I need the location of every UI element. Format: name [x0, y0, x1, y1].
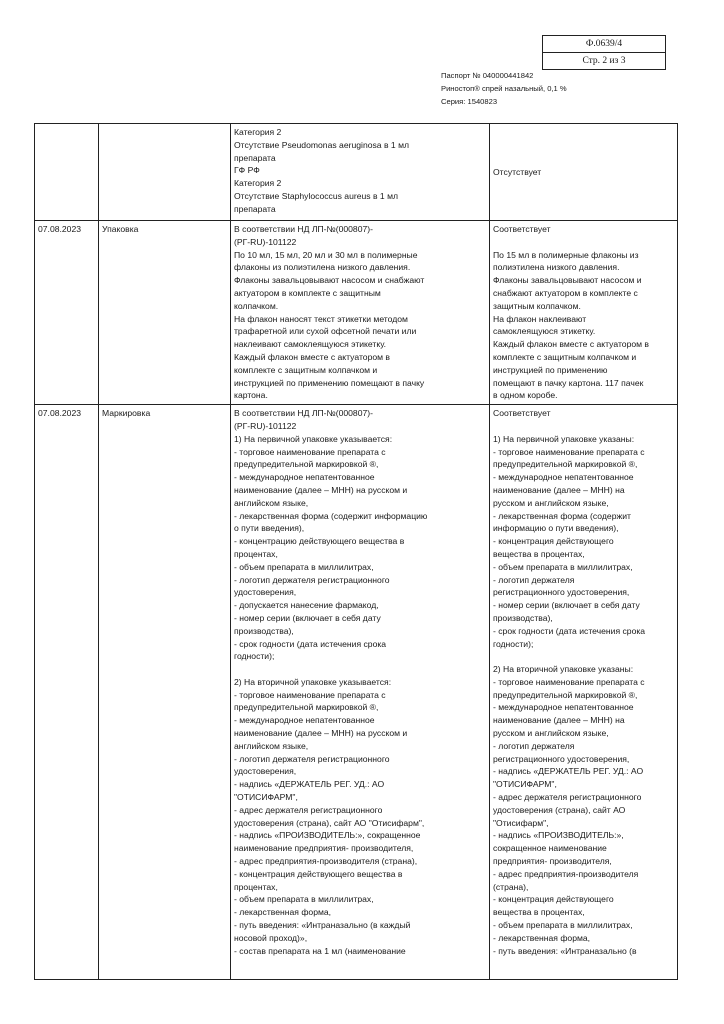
text-line: удостоверения,	[234, 766, 297, 777]
text-line: русском и английском языке,	[493, 728, 609, 739]
text-line: - лекарственная форма,	[234, 907, 332, 918]
text-line: - объем препарата в миллилитрах,	[234, 894, 374, 905]
form-number-box	[542, 35, 666, 70]
text-line: удостоверения (страна), сайт АО	[493, 804, 626, 815]
text-line: снабжают актуатором в комплекте с	[493, 287, 638, 298]
date-cell: 07.08.2023	[35, 221, 99, 405]
text-line: - логотип держателя регистрационного	[234, 574, 390, 585]
text-line: наименование (далее – МНН) на русском и	[234, 728, 408, 739]
text-line: - логотип держателя	[493, 740, 575, 751]
text-line: информацию о пути введения),	[493, 523, 619, 534]
text-line: трафаретной или сухой офсетной печати или	[234, 326, 417, 337]
text-line: Отсутствие Staphylococcus aureus в 1 мл	[234, 190, 399, 201]
text-line: предупредительной маркировкой ®,	[234, 702, 379, 713]
text-line: колпачком.	[234, 300, 279, 311]
text-line: полиэтилена низкого давления.	[493, 262, 620, 273]
requirement-cell	[231, 405, 490, 980]
blank-line	[493, 420, 674, 433]
text-line: - объем препарата в миллилитрах,	[234, 561, 374, 572]
text-line: - адрес держателя регистрационного	[493, 792, 642, 803]
text-line: Категория 2	[234, 127, 282, 137]
text-line: - торговое наименование препарата с	[234, 689, 386, 700]
text-line: По 15 мл в полимерные флаконы из	[493, 249, 639, 260]
requirement-cell	[231, 124, 490, 221]
text-line: предприятия- производителя,	[493, 856, 612, 867]
text-line: процентах,	[234, 548, 278, 559]
text-line: - адрес предприятия-производителя	[493, 868, 639, 879]
text-line: носовой проход)»,	[234, 932, 308, 943]
text-line: - международное непатентованное	[234, 715, 375, 726]
text-line: 1) На первичной упаковке указаны:	[493, 433, 635, 444]
text-line: - логотип держателя	[493, 574, 575, 585]
text-line: инструкцией по применению помещают в пачку	[234, 377, 425, 388]
indicator-cell	[99, 124, 231, 221]
text-line: - путь введения: «Интраназально (в	[493, 945, 637, 956]
text-line: препарата	[234, 203, 276, 214]
table-row	[35, 405, 678, 980]
text-line: В соответствии НД ЛП-№(000807)-	[234, 408, 373, 419]
text-line: - срок годности (дата истечения срока	[493, 625, 646, 636]
text-line: регистрационного удостоверения,	[493, 753, 630, 764]
text-line: - номер серии (включает в себя дату	[493, 600, 640, 611]
text-line: регистрационного удостоверения,	[493, 587, 630, 598]
text-line: - торговое наименование препарата с	[493, 446, 645, 457]
text-line: годности);	[493, 638, 534, 649]
text-line: - концентрация действующего	[493, 536, 614, 547]
text-line: русском и английском языке,	[493, 497, 609, 508]
text-line: удостоверения (страна), сайт АО "Отисифарм",	[234, 817, 425, 828]
text-line: - состав препарата на 1 мл (наименование	[234, 945, 406, 956]
text-line: (РГ-RU)-101122	[234, 420, 297, 431]
indicator-cell: Маркировка	[99, 405, 231, 980]
text-line: 2) На вторичной упаковке указаны:	[493, 664, 634, 675]
text-line: - концентрация действующего вещества в	[234, 868, 403, 879]
text-line: английском языке,	[234, 740, 309, 751]
text-line: наименование (далее – МНН) на	[493, 484, 625, 495]
text-line: "ОТИСИФАРМ",	[234, 792, 298, 803]
text-line: производства),	[493, 612, 553, 623]
text-line: (РГ-RU)-101122	[234, 236, 297, 247]
text-line: Соответствует	[493, 224, 551, 234]
passport-number: Паспорт № 040000441842	[441, 71, 534, 80]
text-line: Флаконы завальцовывают насосом и	[493, 275, 642, 286]
text-line: 2) На вторичной упаковке указывается:	[234, 676, 392, 687]
text-line: - надпись «ПРОИЗВОДИТЕЛЬ:»,	[493, 830, 624, 841]
series-number: Серия: 1540823	[441, 97, 498, 106]
text-line: - объем препарата в миллилитрах,	[493, 561, 633, 572]
text-line: - торговое наименование препарата с	[493, 676, 645, 687]
text-line: предупредительной маркировкой ®,	[493, 459, 638, 470]
blank-line	[493, 650, 674, 663]
text-line: вещества в процентах,	[493, 548, 585, 559]
text-line: удостоверения,	[234, 587, 297, 598]
date-cell: 07.08.2023	[35, 405, 99, 980]
text-line: в одном коробе.	[493, 390, 558, 401]
text-line: - объем препарата в миллилитрах,	[493, 920, 633, 931]
text-line: вещества в процентах,	[493, 907, 585, 918]
text-line: наименование (далее – МНН) на	[493, 715, 625, 726]
text-line: Флаконы завальцовывают насосом и снабжают	[234, 275, 425, 286]
text-line: - адрес предприятия-производителя (страна),	[234, 856, 418, 867]
text-line: - допускается нанесение фармакод,	[234, 600, 379, 611]
text-line: предупредительной маркировкой ®,	[493, 689, 638, 700]
text-line: комплекте с защитным колпачком и	[493, 351, 637, 362]
text-line: о пути введения),	[234, 523, 305, 534]
text-line: (страна),	[493, 881, 529, 892]
text-line: - концентрация действующего	[493, 894, 614, 905]
text-line: инструкцией по применению	[493, 364, 608, 375]
text-line: - лекарственная форма,	[493, 932, 591, 943]
blank-line	[234, 663, 486, 676]
text-line: Отсутствие Pseudomonas aeruginosa в 1 мл	[234, 139, 410, 150]
text-line: защитным колпачком.	[493, 300, 581, 311]
date-cell	[35, 124, 99, 221]
text-line: самоклеящуюся этикетку.	[493, 326, 596, 337]
text-line: - международное непатентованное	[234, 472, 375, 483]
indicator-cell: Упаковка	[99, 221, 231, 405]
text-line: - путь введения: «Интраназально (в каждый	[234, 920, 411, 931]
result-cell	[490, 124, 678, 221]
table-row	[35, 124, 678, 221]
text-line: - концентрацию действующего вещества в	[234, 536, 405, 547]
text-line: - международное непатентованное	[493, 472, 634, 483]
text-line: помещают в пачку картона. 117 пачек	[493, 377, 644, 388]
page-indicator: Стр. 2 из 3	[543, 52, 665, 69]
text-line: - логотип держателя регистрационного	[234, 753, 390, 764]
text-line: - адрес держателя регистрационного	[234, 804, 383, 815]
text-line: - надпись «ПРОИЗВОДИТЕЛЬ:», сокращенное	[234, 830, 421, 841]
requirement-cell	[231, 221, 490, 405]
text-line: комплекте с защитным колпачком и	[234, 364, 378, 375]
text-line: По 10 мл, 15 мл, 20 мл и 30 мл в полимерные	[234, 249, 418, 260]
product-name: Риностоп® спрей назальный, 0,1 %	[441, 84, 567, 93]
text-line: Категория 2	[234, 178, 282, 189]
text-line: На флакон наносят текст этикетки методом	[234, 313, 408, 324]
text-line: актуатором в комплекте с защитным	[234, 287, 381, 298]
text-line: сокращенное наименование	[493, 843, 607, 854]
text-line: препарата	[234, 152, 276, 163]
text-line: - надпись «ДЕРЖАТЕЛЬ РЕГ. УД.: АО	[234, 779, 385, 790]
text-line: Каждый флакон вместе с актуатором в	[234, 351, 391, 362]
text-line: предупредительной маркировкой ®,	[234, 459, 379, 470]
text-line: "Отисифарм",	[493, 817, 549, 828]
text-line: - надпись «ДЕРЖАТЕЛЬ РЕГ. УД.: АО	[493, 766, 644, 777]
text-line: английском языке,	[234, 497, 309, 508]
text-line: - международное непатентованное	[493, 702, 634, 713]
text-line: наклеивают самоклеящуюся этикетку.	[234, 339, 387, 350]
text-line: годности);	[234, 651, 275, 662]
text-line: - срок годности (дата истечения срока	[234, 638, 387, 649]
text-line: В соответствии НД ЛП-№(000807)-	[234, 224, 373, 234]
text-line: Каждый флакон вместе с актуатором в	[493, 339, 650, 350]
text-line: картона.	[234, 390, 268, 401]
form-code: Ф.0639/4	[585, 39, 623, 49]
document-meta	[441, 69, 567, 108]
text-line: 1) На первичной упаковке указывается:	[234, 433, 393, 444]
text-line: наименование предприятия- производителя,	[234, 843, 414, 854]
result-cell	[490, 221, 678, 405]
text-line: - лекарственная форма (содержит	[493, 510, 631, 521]
text-line: флаконы из полиэтилена низкого давления.	[234, 262, 411, 273]
result-cell	[490, 405, 678, 980]
blank-line	[493, 236, 674, 249]
text-line: ГФ РФ	[234, 165, 260, 176]
text-line: Соответствует	[493, 408, 551, 419]
text-line: "ОТИСИФАРМ",	[493, 779, 557, 790]
text-line: - лекарственная форма (содержит информацию	[234, 510, 428, 521]
text-line: процентах,	[234, 881, 278, 892]
text-line: Отсутствует	[493, 166, 542, 177]
analysis-table	[34, 123, 678, 980]
text-line: - номер серии (включает в себя дату	[234, 612, 381, 623]
text-line: На флакон наклеивают	[493, 313, 587, 324]
table-row	[35, 221, 678, 405]
text-line: - торговое наименование препарата с	[234, 446, 386, 457]
text-line: наименование (далее – МНН) на русском и	[234, 484, 408, 495]
text-line: производства),	[234, 625, 294, 636]
